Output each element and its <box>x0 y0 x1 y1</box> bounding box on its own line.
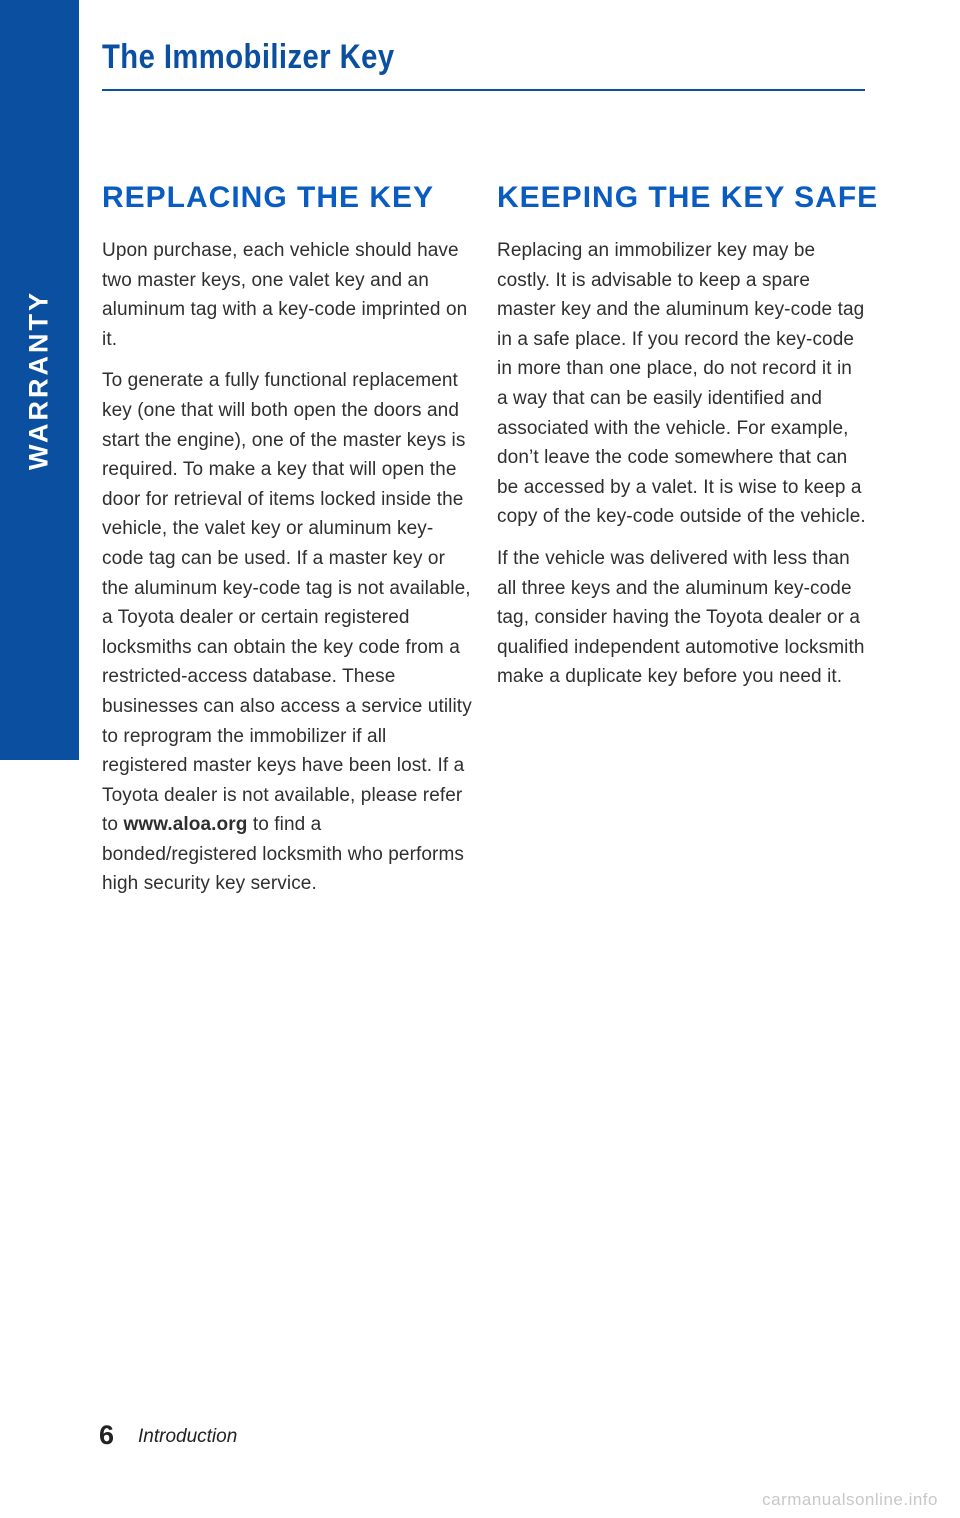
section-side-tab <box>0 0 79 760</box>
title-divider <box>102 89 865 91</box>
paragraph-keeping-key-safe-2: If the vehicle was delivered with less than all three keys and the aluminum key-code tag, consider having the Toyota dealer or a qualified independent automotive locksmith make a duplicate key before you need it. <box>497 547 865 688</box>
page-number: 6 <box>99 1420 115 1450</box>
page-title: The Immobilizer Key <box>102 38 395 76</box>
paragraph-text-before-link: To generate a fully functional replacement key (one that will both open the doors and start the engine), one of the master keys is required. To make a key that will open the door for retrieval of items locked inside the vehicle, the valet key or aluminum key-code tag can be used. If a master key or the aluminum key-code tag is not available, a Toyota dealer or certain registered locksmiths can obtain the key code from a restricted-access database. These businesses can also access a service utility to reprogram the immobilizer if all registered master keys have been lost. If a Toyota dealer is not available, please refer to <box>102 370 472 836</box>
aloa-website-link[interactable]: www.aloa.org <box>123 814 248 836</box>
right-column <box>497 178 879 704</box>
side-tab-label: WARRANTY <box>23 290 54 470</box>
footer-section-name: Introduction <box>138 1426 238 1447</box>
paragraph-replacing-key-2 <box>102 366 472 899</box>
section-heading-replacing-key: REPLACING THE KEY <box>102 181 435 214</box>
paragraph-text-after-link: to find a bonded/registered locksmith who performs high security key service. <box>102 814 465 895</box>
watermark: carmanualsonline.info <box>762 1490 938 1509</box>
paragraph-keeping-key-safe-1: Replacing an immobilizer key may be costly. It is advisable to keep a spare master key and the aluminum key-code tag in a safe place. If you record the key-code in more than one place, do not record it in a way that can be easily identified and associated with the vehicle. For example, don’t leave the code somewhere that can be accessed by a valet. It is wise to keep a copy of the key-code outside of the vehicle. <box>497 240 866 528</box>
paragraph-replacing-key-1: Upon purchase, each vehicle should have two master keys, one valet key and an aluminum tag with a key-code imprinted on it. <box>102 240 468 350</box>
left-column <box>102 178 472 911</box>
section-heading-keeping-key-safe: KEEPING THE KEY SAFE <box>497 181 879 214</box>
